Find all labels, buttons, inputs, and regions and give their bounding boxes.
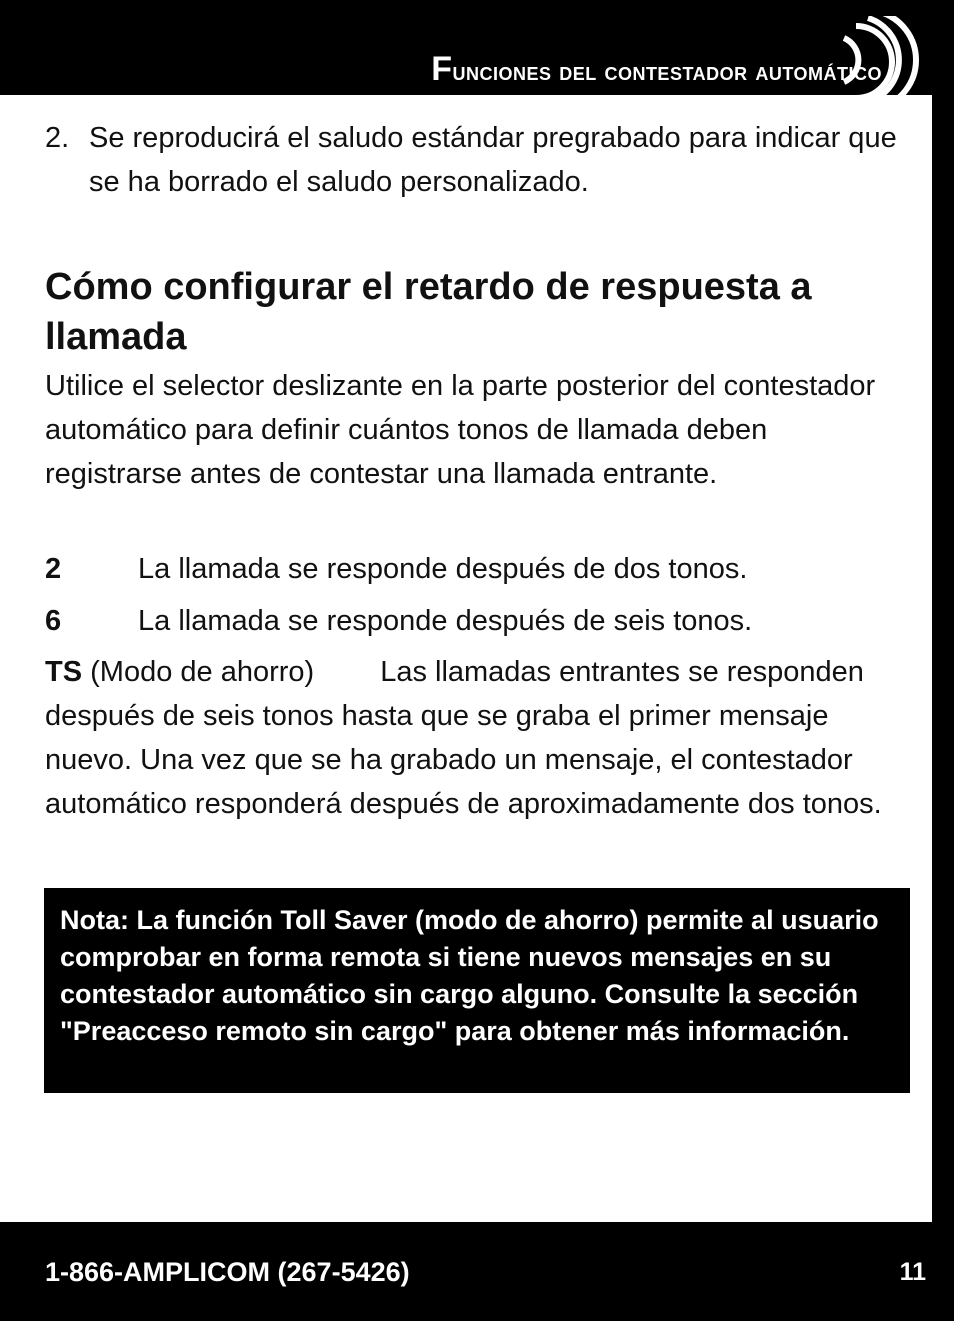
- header-title-initial: F: [431, 50, 453, 88]
- ts-text: responden después de seis tonos hasta que se graba el primer mensaje nuevo. Una vez que se ha grabado un mensaje, el contestador automático responderá después de aproximadamente dos tonos.: [45, 656, 882, 820]
- ts-lead: Las llamadas entrantes se: [380, 656, 719, 688]
- option-key: 2: [45, 553, 62, 585]
- header-title: [431, 50, 882, 89]
- step-item: [45, 116, 909, 204]
- footer-phone: 1-866-AMPLICOM (267-5426): [45, 1257, 410, 1287]
- ts-label: (Modo de ahorro): [90, 656, 315, 688]
- option-key: 6: [45, 605, 62, 637]
- right-edge-bar: [932, 0, 954, 1321]
- page-header: [0, 0, 954, 95]
- page-number: 11: [899, 1258, 926, 1286]
- note-box: [44, 888, 910, 1093]
- ts-key: TS: [45, 656, 83, 688]
- section-intro: Utilice el selector deslizante en la parte posterior del contestador automático para definir cuántos tonos de llamada deben registrarse antes de contestar una llamada entrante.: [45, 370, 876, 490]
- section-title: Cómo configurar el retardo de respuesta a llamada: [45, 266, 812, 358]
- note-text: Nota: La función Toll Saver (modo de ahorro) permite al usuario comprobar en forma remota si tiene nuevos mensajes en su contestador automático sin cargo alguno. Consulte la sección "Preacceso remoto sin cargo" para obtener más información.: [60, 905, 879, 1046]
- step-text: Se reproducirá el saludo estándar pregrabado para indicar que se ha borrado el saludo personalizado.: [89, 122, 897, 198]
- option-row-6: [45, 599, 752, 643]
- step-number: 2.: [45, 122, 70, 154]
- concentric-arcs-icon: [816, 16, 926, 104]
- ts-option: [45, 650, 905, 826]
- option-row-2: [45, 547, 747, 591]
- option-text: La llamada se responde después de seis tonos.: [138, 605, 753, 637]
- header-title-rest: unciones del contestador automático: [452, 56, 882, 86]
- option-text: La llamada se responde después de dos tonos.: [138, 553, 748, 585]
